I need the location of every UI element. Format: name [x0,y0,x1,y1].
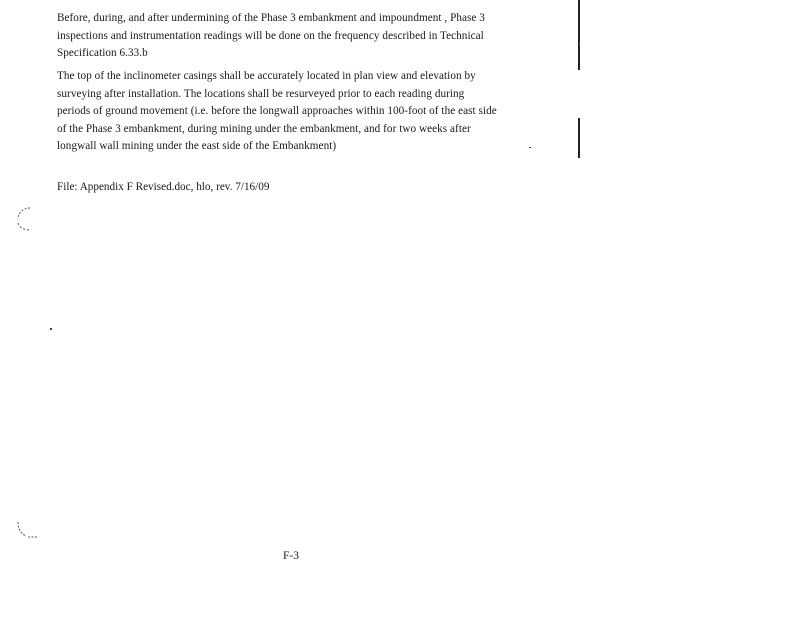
text-line: The top of the inclinometer casings shall be accurately located in plan view and elevation by [57,70,476,82]
page-number: F-3 [283,550,299,562]
text-line: of the Phase 3 embankment, during mining under the embankment, and for two weeks after [57,122,471,135]
text-line: longwall wall mining under the east side of the Embankment) [57,140,337,152]
scan-speck [50,328,52,330]
punch-hole-mark-bottom [12,518,42,544]
margin-change-bar [578,0,580,70]
paragraph-inclinometer [57,68,537,156]
text-line: Specification 6.33.b [57,47,148,59]
scan-speck [579,42,580,45]
text-line: surveying after installation. The locations shall be resurveyed prior to each reading during [57,87,465,100]
text-line: periods of ground movement (i.e. before the longwall approaches within 100-foot of the east side [57,105,497,117]
file-reference: File: Appendix F Revised.doc, hlo, rev. 7/16/09 [57,181,270,193]
text-line: Before, during, and after undermining of the Phase 3 embankment and impoundment , Phase 3 [57,12,485,24]
text-line: inspections and instrumentation readings will be done on the frequency described in Technical [57,29,484,42]
margin-change-bar [578,118,580,158]
scan-speck [529,147,531,148]
punch-hole-mark-top [12,205,38,235]
paragraph-inspections [57,10,537,63]
